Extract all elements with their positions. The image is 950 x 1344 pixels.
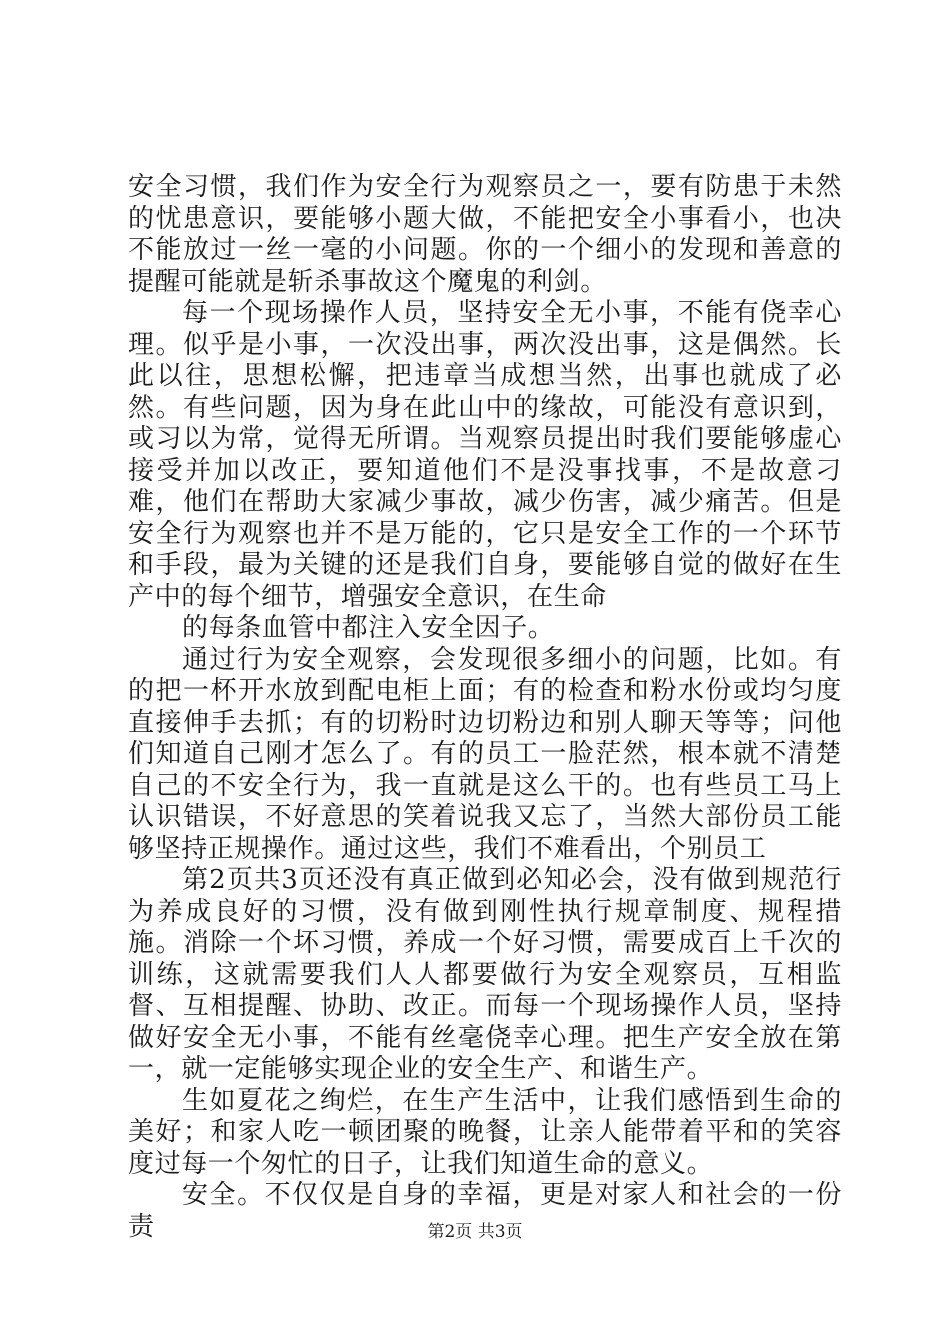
paragraph-6: 生如夏花之绚烂，在生产生活中，让我们感悟到生命的美好；和家人吃一顿团聚的晚餐，让亲人能带着平和的笑容度过每一个匆忙的日子，让我们知道生命的意义。 bbox=[128, 1085, 842, 1179]
paragraph-1: 安全习惯，我们作为安全行为观察员之一，要有防患于未然的忧患意识，要能够小题大做，不能把安全小事看小，也决不能放过一丝一毫的小问题。你的一个细小的发现和善意的提醒可能就是斩杀事故这个魔鬼的利剑。 bbox=[128, 172, 842, 297]
paragraph-5: 第2页共3页还没有真正做到必知必会，没有做到规范行为养成良好的习惯，没有做到刚性执行规章制度、规程措施。消除一个坏习惯，养成一个好习惯，需要成百上千次的训练，这就需要我们人人都要做行为安全观察员，互相监督、互相提醒、协助、改正。而每一个现场操作人员，坚持做好安全无小事，不能有丝毫侥幸心理。把生产安全放在第一，就一定能够实现企业的安全生产、和谐生产。 bbox=[128, 865, 842, 1084]
page-footer: 第2页 共3页 bbox=[427, 1222, 523, 1242]
paragraph-3: 的每条血管中都注入安全因子。 bbox=[182, 613, 555, 643]
document-body bbox=[128, 172, 842, 1243]
paragraph-2: 每一个现场操作人员，坚持安全无小事，不能有侥幸心理。似乎是小事，一次没出事，两次没出事，这是偶然。长此以往，思想松懈，把违章当成想当然，出事也就成了必然。有些问题，因为身在此山中的缘故，可能没有意识到，或习以为常，觉得无所谓。当观察员提出时我们要能够虚心接受并加以改正，要知道他们不是没事找事，不是故意刁难，他们在帮助大家减少事故，减少伤害，减少痛苦。但是安全行为观察也并不是万能的，它只是安全工作的一个环节和手段，最为关键的还是我们自身，要能够自觉的做好在生产中的每个细节，增强安全意识，在生命 bbox=[128, 298, 842, 612]
paragraph-4: 通过行为安全观察，会发现很多细小的问题，比如。有的把一杯开水放到配电柜上面；有的检查和粉水份或均匀度直接伸手去抓；有的切粉时边切粉边和别人聊天等等；问他们知道自己刚才怎么了。有的员工一脸茫然，根本就不清楚自己的不安全行为，我一直就是这么干的。也有些员工马上认识错误，不好意思的笑着说我又忘了，当然大部份员工能够坚持正规操作。通过这些，我们不难看出，个别员工 bbox=[128, 644, 842, 864]
paragraph-7: 安全。不仅仅是自身的幸福，更是对家人和社会的一份责 bbox=[128, 1180, 842, 1242]
